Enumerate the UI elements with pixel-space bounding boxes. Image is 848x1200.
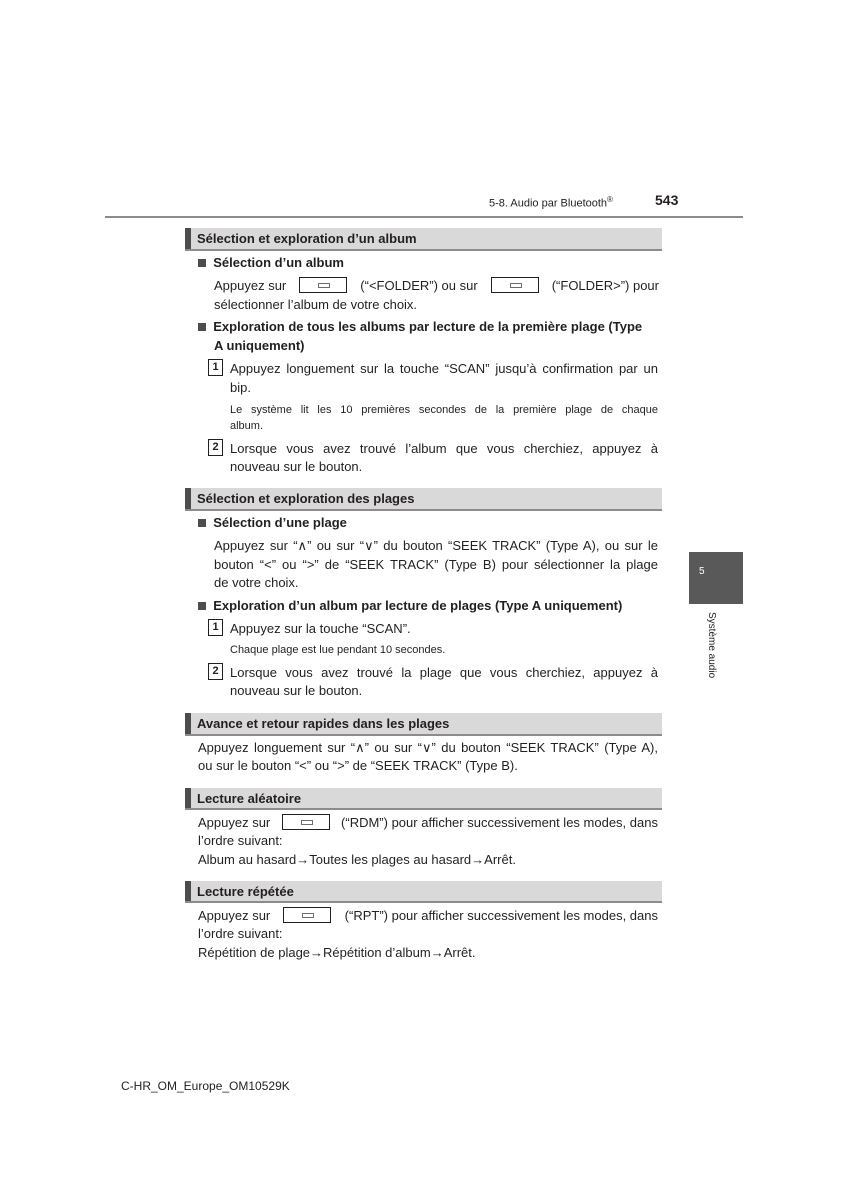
- section-bar: [185, 713, 191, 734]
- chapter-label: Système audio: [706, 612, 717, 679]
- text: (“FOLDER>”) pour: [551, 278, 659, 293]
- subheading-text: Sélection d’une plage: [213, 515, 347, 530]
- step-text: Appuyez longuement sur la touche “SCAN” jusqu’à confirmation par un: [230, 361, 658, 376]
- step-text: Lorsque vous avez trouvé l’album que vous cherchiez, appuyez à: [230, 441, 658, 456]
- header-section-title: 5-8. Audio par Bluetooth: [489, 197, 608, 210]
- section-underline: [185, 249, 662, 251]
- text: (“RDM”) pour afficher successivement les modes, dans: [341, 815, 658, 830]
- subheading-text: Exploration de tous les albums par lecture de la première plage (Type: [213, 319, 643, 334]
- section-bar: [185, 788, 191, 809]
- folder-back-button-icon: [299, 277, 347, 293]
- chapter-tab: [689, 552, 743, 604]
- section-title: Lecture répétée: [197, 884, 294, 899]
- bullet-square: [198, 323, 206, 331]
- text: Appuyez sur: [214, 278, 287, 293]
- folder-forward-button-icon: [491, 277, 539, 293]
- paragraph-line: ou sur le bouton “<” ou “>” de “SEEK TRACK” (Type B).: [198, 758, 518, 773]
- registered-mark: ®: [607, 195, 613, 204]
- text: (“<FOLDER”) ou sur: [360, 278, 478, 293]
- paragraph-line: de votre choix.: [214, 575, 299, 590]
- paragraph-line: bouton “<” ou “>” de “SEEK TRACK” (Type B) pour sélectionner la plage: [214, 557, 658, 572]
- section-underline: [185, 901, 662, 903]
- section-bar: [185, 228, 191, 249]
- chapter-number: 5: [699, 566, 705, 577]
- text: (“RPT”) pour afficher successivement les modes, dans: [344, 908, 658, 923]
- text: Appuyez sur: [198, 908, 271, 923]
- section-bar: [185, 488, 191, 509]
- paragraph-line: l’ordre suivant:: [198, 833, 283, 848]
- section-header-ffrew: [185, 713, 662, 734]
- step-text: Appuyez sur la touche “SCAN”.: [230, 621, 411, 636]
- step-text: nouveau sur le bouton.: [230, 459, 363, 474]
- section-underline: [185, 734, 662, 736]
- paragraph-line: [198, 907, 658, 926]
- paragraph-line: Appuyez longuement sur “∧” ou sur “∨” du bouton “SEEK TRACK” (Type A),: [198, 740, 658, 755]
- section-bar: [185, 881, 191, 902]
- section-header-tracks: [185, 488, 662, 509]
- step-text: nouveau sur le bouton.: [230, 683, 363, 698]
- subheading: [198, 254, 344, 273]
- step-number: 1: [208, 359, 223, 376]
- section-title: Avance et retour rapides dans les plages: [197, 716, 450, 731]
- step-text: Lorsque vous avez trouvé la plage que vous cherchiez, appuyez à: [230, 665, 658, 680]
- note-text: Chaque plage est lue pendant 10 secondes.: [230, 644, 446, 656]
- note-text: album.: [230, 420, 264, 432]
- section-title: Sélection et exploration d’un album: [197, 231, 417, 246]
- bullet-square: [198, 519, 206, 527]
- paragraph-line: Appuyez sur “∧” ou sur “∨” du bouton “SEEK TRACK” (Type A), ou sur le: [214, 538, 658, 553]
- paragraph-line: Répétition de plage→Répétition d’album→Arrêt.: [198, 945, 476, 960]
- subheading-text: Exploration d’un album par lecture de plages (Type A uniquement): [213, 598, 623, 613]
- footer-code: C-HR_OM_Europe_OM10529K: [121, 1079, 290, 1093]
- paragraph-line: Album au hasard→Toutes les plages au hasard→Arrêt.: [198, 852, 516, 867]
- section-header-repeat: [185, 881, 662, 902]
- rdm-button-icon: [282, 814, 330, 830]
- step-text: bip.: [230, 380, 251, 395]
- header-rule: [105, 216, 743, 218]
- paragraph-line: l’ordre suivant:: [198, 926, 283, 941]
- section-title: Lecture aléatoire: [197, 791, 302, 806]
- step-number: 2: [208, 439, 223, 456]
- paragraph-line: [214, 277, 659, 296]
- note-text: Le système lit les 10 premières secondes de la première plage de chaque: [230, 404, 658, 416]
- bullet-square: [198, 259, 206, 267]
- paragraph-line: sélectionner l’album de votre choix.: [214, 297, 418, 312]
- subheading: [198, 514, 347, 533]
- subheading: [198, 318, 642, 337]
- subheading-text: Sélection d’un album: [213, 255, 344, 270]
- step-number: 2: [208, 663, 223, 680]
- paragraph-line: [198, 814, 658, 833]
- page-number: 543: [655, 192, 679, 208]
- text: Appuyez sur: [198, 815, 271, 830]
- section-header-album: [185, 228, 662, 249]
- running-header: [489, 195, 613, 210]
- bullet-square: [198, 602, 206, 610]
- rpt-button-icon: [283, 907, 331, 923]
- section-header-random: [185, 788, 662, 809]
- section-underline: [185, 509, 662, 511]
- section-underline: [185, 808, 662, 810]
- step-number: 1: [208, 619, 223, 636]
- subheading-line: A uniquement): [214, 338, 305, 353]
- subheading: [198, 597, 622, 616]
- section-title: Sélection et exploration des plages: [197, 491, 415, 506]
